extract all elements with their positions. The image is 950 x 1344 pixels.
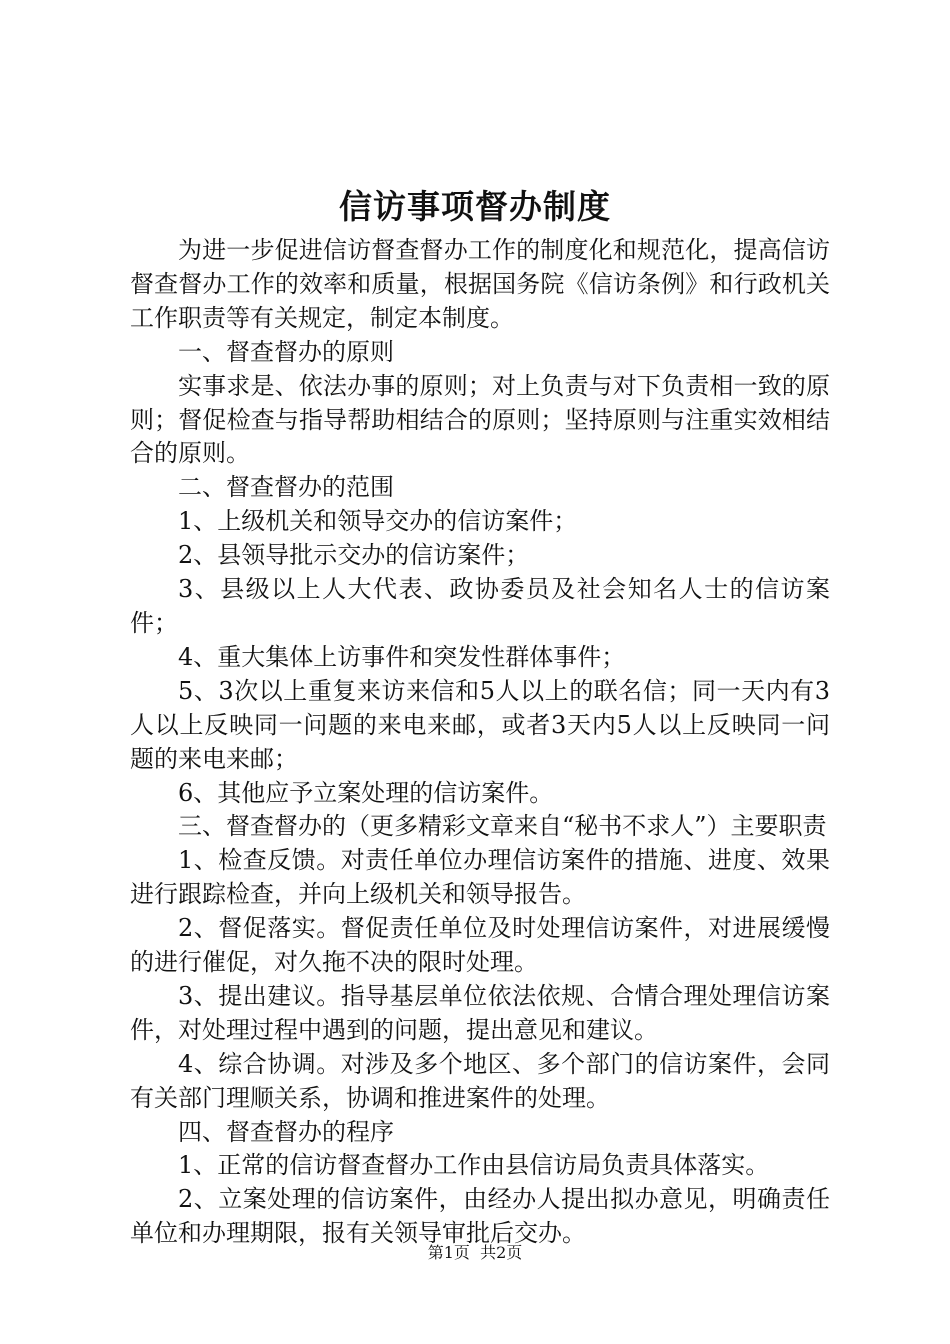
scope-item: 6、其他应予立案处理的信访案件。	[178, 778, 554, 807]
procedure-item: 2、立案处理的信访案件，由经办人提出拟办意见，明确责任单位和办理期限，报有关领导审批后交办。	[130, 1185, 830, 1248]
scope-item: 5、3次以上重复来访来信和5人以上的联名信；同一天内有3人以上反映同一问题的来电来邮，或者3天内5人以上反映同一问题的来电来邮；	[130, 676, 830, 773]
section-heading-procedure: 四、督查督办的程序	[178, 1117, 394, 1146]
section-heading-scope: 二、督查督办的范围	[178, 473, 394, 502]
intro-paragraph: 为进一步促进信访督查督办工作的制度化和规范化，提高信访督查督办工作的效率和质量，根据国务院《信访条例》和行政机关工作职责等有关规定，制定本制度。	[130, 236, 830, 332]
scope-item: 2、县领导批示交办的信访案件；	[178, 541, 530, 570]
duty-item: 2、督促落实。督促责任单位及时处理信访案件，对进展缓慢的进行催促，对久拖不决的限时处理。	[130, 914, 830, 977]
duty-item: 4、综合协调。对涉及多个地区、多个部门的信访案件，会同有关部门理顺关系，协调和推进案件的处理。	[130, 1049, 830, 1112]
duty-item: 1、检查反馈。对责任单位办理信访案件的措施、进度、效果进行跟踪检查，并向上级机关和领导报告。	[130, 846, 830, 909]
section-heading-duties: 三、督查督办的（更多精彩文章来自“秘书不求人”）主要职责	[178, 812, 827, 841]
page-number: 第1页	[427, 1243, 470, 1262]
document-body	[130, 234, 830, 1251]
page-footer	[0, 1242, 950, 1264]
procedure-item: 1、正常的信访督查督办工作由县信访局负责具体落实。	[178, 1151, 770, 1180]
scope-item: 1、上级机关和领导交办的信访案件；	[178, 507, 578, 536]
document-title: 信访事项督办制度	[339, 187, 611, 226]
page-total: 共2页	[480, 1243, 523, 1262]
principles-paragraph: 实事求是、依法办事的原则；对上负责与对下负责相一致的原则；督促检查与指导帮助相结合的原则；坚持原则与注重实效相结合的原则。	[130, 371, 830, 468]
section-heading-principles: 一、督查督办的原则	[178, 337, 394, 366]
duty-item: 3、提出建议。指导基层单位依法依规、合情合理处理信访案件，对处理过程中遇到的问题，提出意见和建议。	[130, 981, 830, 1044]
scope-item: 4、重大集体上访事件和突发性群体事件；	[178, 642, 626, 671]
scope-item: 3、县级以上人大代表、政协委员及社会知名人士的信访案件；	[130, 575, 830, 637]
